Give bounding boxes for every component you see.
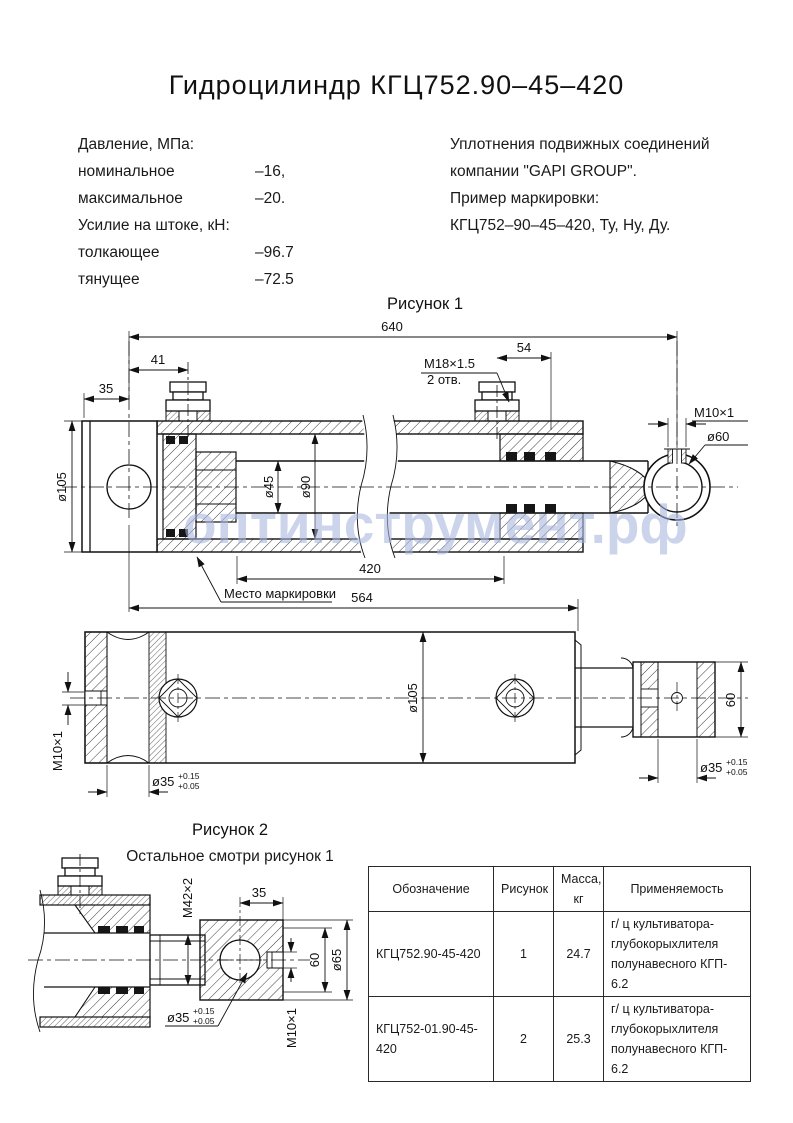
tolerance-lower: +0.05: [178, 781, 200, 791]
watermark: оптинструмент.рф: [183, 493, 688, 555]
cell-designation: КГЦ752.90-45-420: [369, 912, 494, 997]
dim-overall-length: 640: [381, 319, 403, 334]
cell-designation: КГЦ752-01.90-45-420: [369, 997, 494, 1082]
col-header-mass: [554, 867, 604, 912]
cell-mass: 24.7: [554, 912, 604, 997]
cell-figure: 1: [494, 912, 554, 997]
spec-value: –72.5: [255, 271, 294, 288]
marking-place-label: Место маркировки: [224, 586, 337, 601]
table-row: [369, 997, 751, 1082]
pin-bore-label: ø35: [700, 760, 723, 775]
seals-line: Уплотнения подвижных соединений: [450, 136, 710, 153]
dim-rod-diameter: ø45: [261, 475, 276, 499]
spec-label: толкающее: [78, 244, 160, 261]
application-line: г/ ц культиватора-: [611, 1002, 715, 1016]
col-header-figure: Рисунок: [494, 867, 554, 912]
cell-application: [604, 912, 751, 997]
applicability-table: [368, 866, 751, 1082]
port-holes-label: 2 отв.: [427, 372, 462, 387]
seals-line: Пример маркировки:: [450, 190, 600, 207]
application-line: полунавесного КГП- 6.2: [611, 1042, 728, 1076]
cell-mass: 25.3: [554, 997, 604, 1082]
spec-value: –16,: [255, 163, 286, 180]
eye-width-label: 60: [723, 692, 738, 708]
table-row: [369, 912, 751, 997]
col-header-designation: Обозначение: [369, 867, 494, 912]
col-header-mass-line1: Масса,: [561, 872, 602, 886]
tolerance-upper: +0.15: [178, 771, 200, 781]
grease-thread-label: М10×1: [284, 1008, 299, 1049]
figure2-caption: Рисунок 2: [192, 821, 268, 839]
spec-label: тянущее: [78, 271, 140, 288]
spec-value: –20.: [255, 190, 286, 207]
col-header-mass-line2: кг: [573, 892, 584, 906]
dim-stroke: 420: [359, 561, 381, 576]
neck-diameter-label: ø35: [152, 774, 175, 789]
dim-35-top: 35: [251, 885, 267, 900]
application-line: полунавесного КГП- 6.2: [611, 957, 728, 991]
pressure-header: Давление, МПа:: [78, 136, 195, 153]
rear-grease-thread-label: М10×1: [50, 731, 65, 772]
eye-bore-label: ø60: [707, 429, 730, 444]
seals-line: компании "GAPI GROUP".: [450, 163, 637, 180]
dim-bore-diameter: ø90: [298, 475, 313, 499]
dim-564: 564: [351, 590, 373, 605]
dim-54: 54: [516, 340, 532, 355]
cell-application: [604, 997, 751, 1082]
tolerance-lower: +0.05: [193, 1016, 215, 1026]
application-line: глубокорыхлителя: [611, 937, 719, 951]
dim-35: 35: [98, 381, 114, 396]
dim-body-diameter: ø105: [54, 472, 69, 502]
port-thread-label: M18×1.5: [424, 356, 475, 371]
figure2-drawing: [28, 854, 353, 1048]
pin-bore-label: ø35: [167, 1010, 190, 1025]
dim-60: 60: [307, 952, 322, 968]
figure1-dimensions: [54, 319, 748, 631]
cell-figure: 2: [494, 997, 554, 1082]
tolerance-upper: +0.15: [726, 757, 748, 767]
table-header-row: [369, 867, 751, 912]
figure2-note: Остальное смотри рисунок 1: [126, 848, 334, 865]
spec-label: номинальное: [78, 163, 175, 180]
seals-line: КГЦ752–90–45–420, Ту, Ну, Ду.: [450, 217, 671, 234]
figure1-caption: Рисунок 1: [387, 295, 463, 313]
application-line: г/ ц культиватора-: [611, 917, 715, 931]
eye-grease-thread-label: M10×1: [694, 405, 735, 420]
body-diameter-label: ø105: [405, 683, 420, 713]
page-title: Гидроцилиндр КГЦ752.90–45–420: [168, 70, 625, 100]
force-header: Усилие на штоке, кН:: [78, 217, 230, 234]
dim-41: 41: [150, 352, 166, 367]
rod-thread-label: М42×2: [180, 877, 195, 919]
spec-value: –96.7: [255, 244, 294, 261]
eye-boss-diameter-label: ø65: [329, 948, 344, 972]
tolerance-lower: +0.05: [726, 767, 748, 777]
tolerance-upper: +0.15: [193, 1006, 215, 1016]
col-header-application: Применяемость: [604, 867, 751, 912]
spec-label: максимальное: [78, 190, 183, 207]
application-line: глубокорыхлителя: [611, 1022, 719, 1036]
